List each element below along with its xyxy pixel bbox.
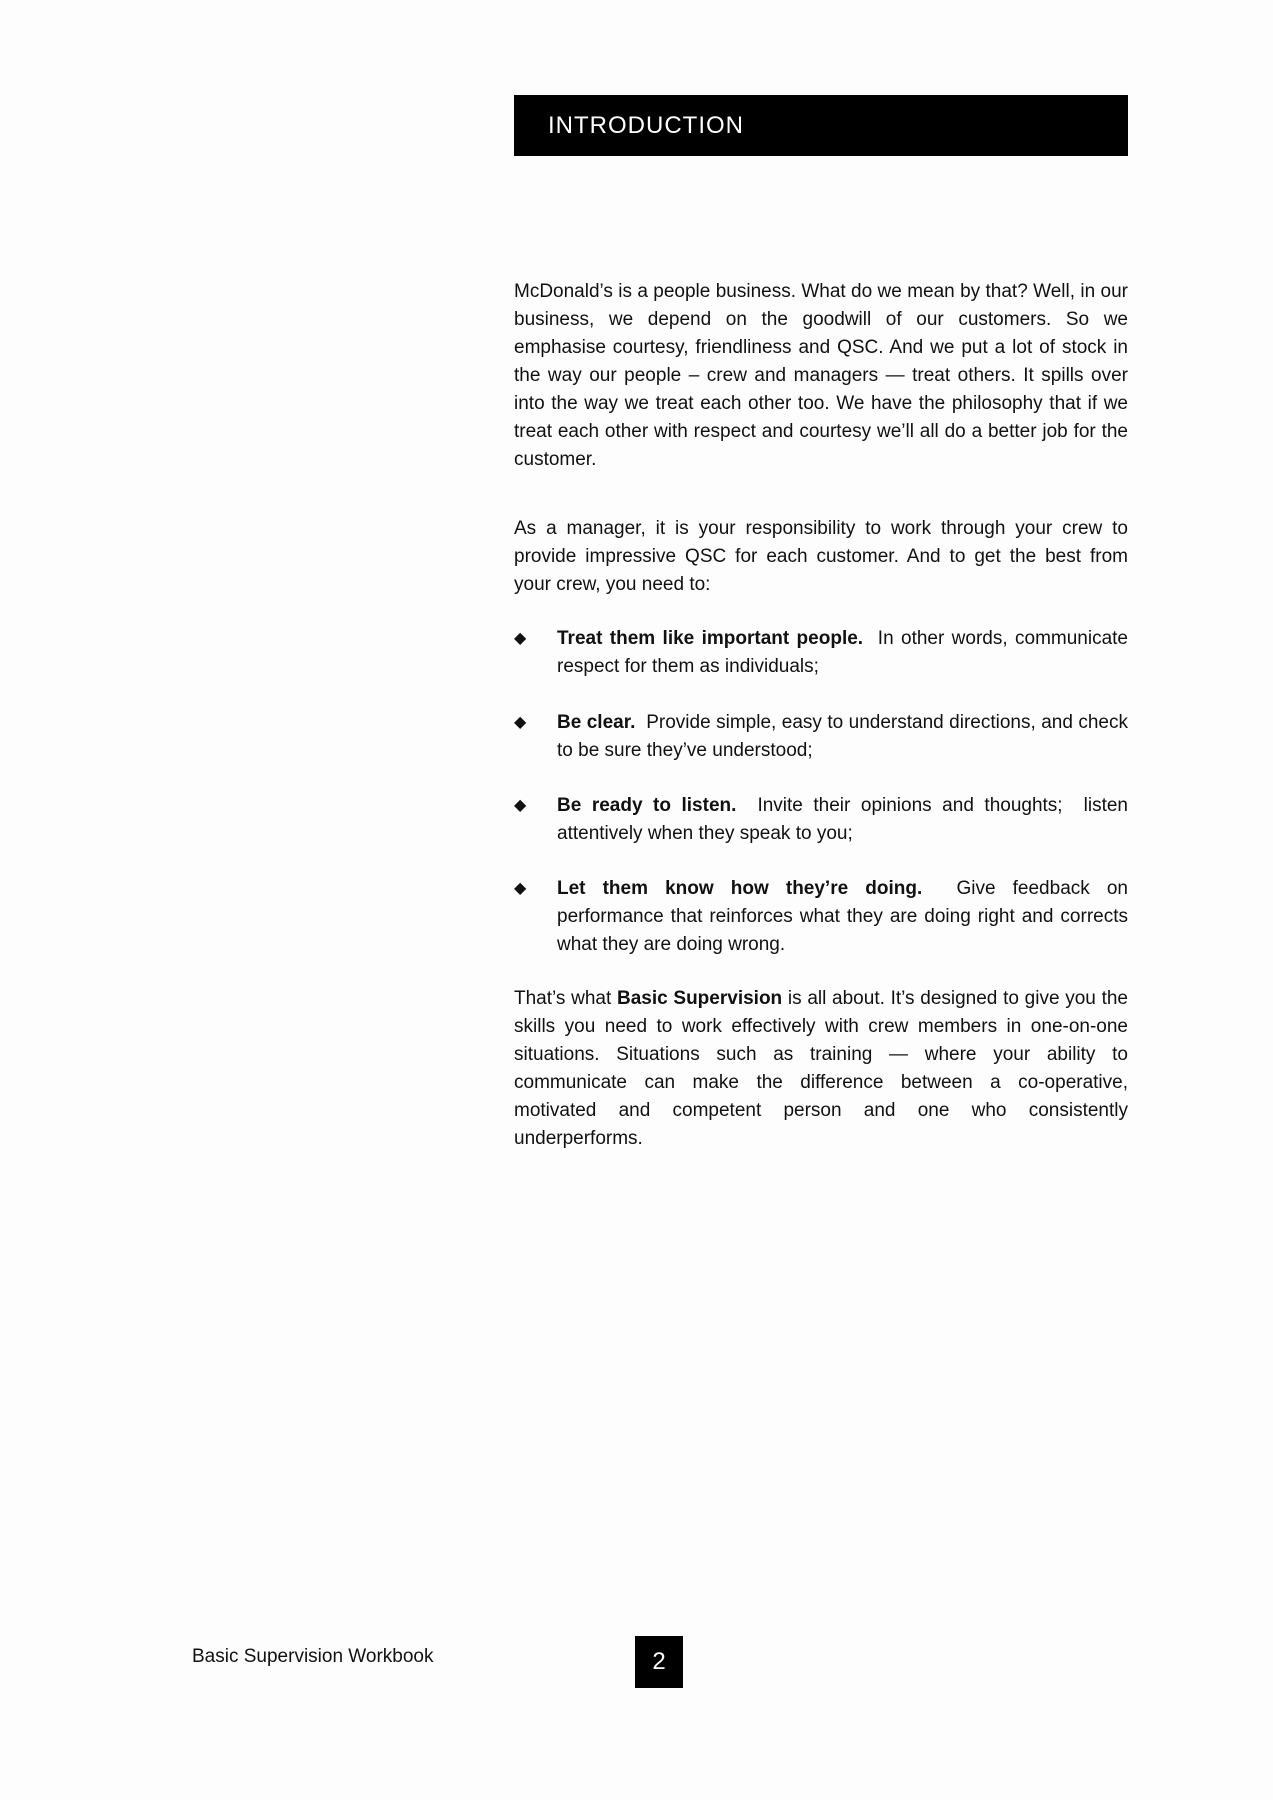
bullet-text: Provide simple, easy to understand directions, and check to be sure they’ve understood;	[557, 712, 1134, 761]
page-number: 2	[635, 1636, 683, 1688]
diamond-bullet-icon: ◆	[514, 714, 527, 731]
closing-bold-title: Basic Supervision	[616, 988, 783, 1009]
footer-title: Basic Supervision Workbook	[192, 1646, 434, 1667]
diamond-bullet-icon: ◆	[514, 630, 527, 647]
manager-paragraph: As a manager, it is your responsibility to work through your crew to provide impressive QSC for each customer. And to get the best from your crew, you need to:	[514, 518, 1128, 595]
bullet-heading: Be ready to listen.	[557, 795, 737, 816]
closing-paragraph	[514, 985, 1128, 1153]
closing-text-end: is all about. It’s designed to give you the skills you need to work effectively with crew members in one-on-one situations. Situations such as training — where your ability to communicate can make the difference between a co-operative, motivated and competent person and one who consistently underperforms.	[514, 988, 1128, 1149]
diamond-bullet-icon: ◆	[514, 880, 527, 897]
list-item	[514, 709, 1134, 765]
bullet-heading: Let them know how they’re doing.	[557, 878, 923, 899]
closing-text-start: That’s what	[514, 988, 617, 1009]
list-item	[514, 625, 1134, 681]
bullet-text: In other words, communicate respect for them as individuals;	[557, 628, 1134, 677]
bullet-text: Give feedback on performance that reinforces what they are doing right and corrects what they are doing wrong.	[557, 878, 1134, 955]
bullet-heading: Treat them like important people.	[557, 628, 864, 649]
section-header	[514, 95, 1128, 156]
intro-paragraph: McDonald’s is a people business. What do we mean by that? Well, in our business, we depend on the goodwill of our customers. So we emphasise courtesy, friendliness and QSC. And we put a lot of stock in the way our people – crew and managers — treat others. It spills over into the way we treat each other too. We have the philosophy that if we treat each other with respect and courtesy we’ll all do a better job for the customer.	[514, 281, 1128, 470]
list-item	[514, 792, 1134, 848]
bullet-heading: Be clear.	[557, 712, 636, 733]
list-item	[514, 875, 1134, 959]
diamond-bullet-icon: ◆	[514, 797, 527, 814]
bullet-text: Invite their opinions and thoughts; listen attentively when they speak to you;	[557, 795, 1134, 844]
section-title: INTRODUCTION	[548, 112, 744, 139]
